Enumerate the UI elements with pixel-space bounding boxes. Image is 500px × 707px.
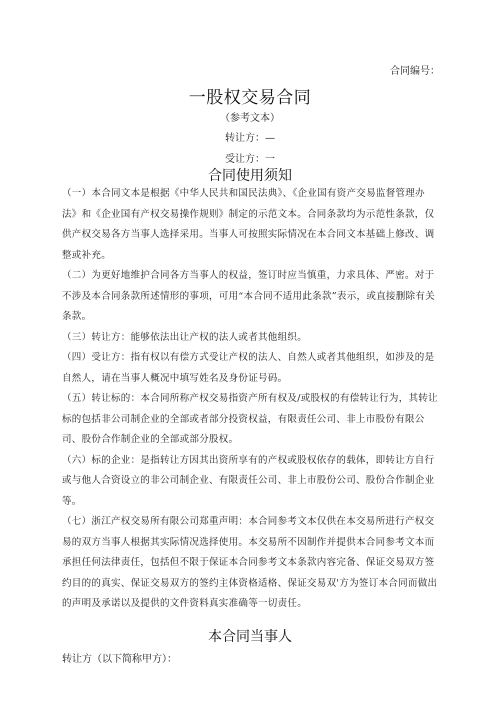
notice-paragraph-4: （四）受让方：指有权以有偿方式受让产权的法人、自然人或者其他组织，如涉及的是自然人，请在当事人概况中填写姓名及身份证号码。 — [62, 352, 435, 384]
notice-paragraph-1: （一）本合同文本是根据《中华人民共和国民法典》、《企业国有资产交易监督管理办法》和《企业国有产权交易操作规则》制定的示范文本。合同条款均为示范性条款，仅供产权交易各方当事人选择采用。当事人可按照实际情况在本合同文本基础上修改、调整或补充。 — [62, 188, 435, 261]
transferor-party-label: 转让方（以下简称甲方）： — [62, 654, 177, 665]
notice-paragraph-5: （五）转让标的：本合同所称产权交易指资产所有权及/或股权的有偿转让行为，其转让标的包括非公司制企业的全部或者部分投资权益，有限责任公司、非上市股份有限公司、股份合作制企业的全部或部分股权。 — [62, 393, 438, 445]
notice-paragraph-2: （二）为更好地维护合同各方当事人的权益，签订时应当慎重，力求具体、严密。对于不涉及本合同条款所述情形的事项，可用“本合同不适用此条款”表示，或直接删除有关条款。 — [62, 270, 435, 322]
notice-paragraph-6: （六）标的企业：是指转让方因其出资所享有的产权或股权依存的载体，即转让方自行或与他人合资设立的非公司制企业、有限责任公司、非上市股份公司、股份合作制企业等。 — [62, 454, 435, 507]
transferee-line: 受让方：一 — [225, 154, 275, 165]
usage-notice-heading: 合同使用须知 — [208, 168, 292, 184]
document-subtitle: （参考文本） — [220, 113, 280, 124]
parties-heading: 本合同当事人 — [208, 629, 292, 645]
notice-paragraph-3: （三）转让方：能够依法出让产权的法人或者其他组织。 — [62, 331, 308, 343]
notice-paragraph-7: （七）浙江产权交易所有限公司郑重声明：本合同参考文本仅供在本交易所进行产权交易的双方当事人根据其实际情况选择使用。本交易所不因制作并提供本合同参考文本而承担任何法律责任，包括但不限于保证本合同参考文本条款内容完备、保证交易双方签约目的的真实、保证交易双方的签约主体资格适格、保证交易双'方为签订本合同而做出的声明及承诺以及提供的文件资料真实准确等一切责任。 — [62, 516, 438, 609]
transferor-line: 转让方：— — [225, 133, 275, 144]
document-title: 一股权交易合同 — [188, 88, 312, 108]
contract-number-label: 合同编号： — [390, 66, 440, 77]
usage-notice-body — [62, 184, 438, 615]
